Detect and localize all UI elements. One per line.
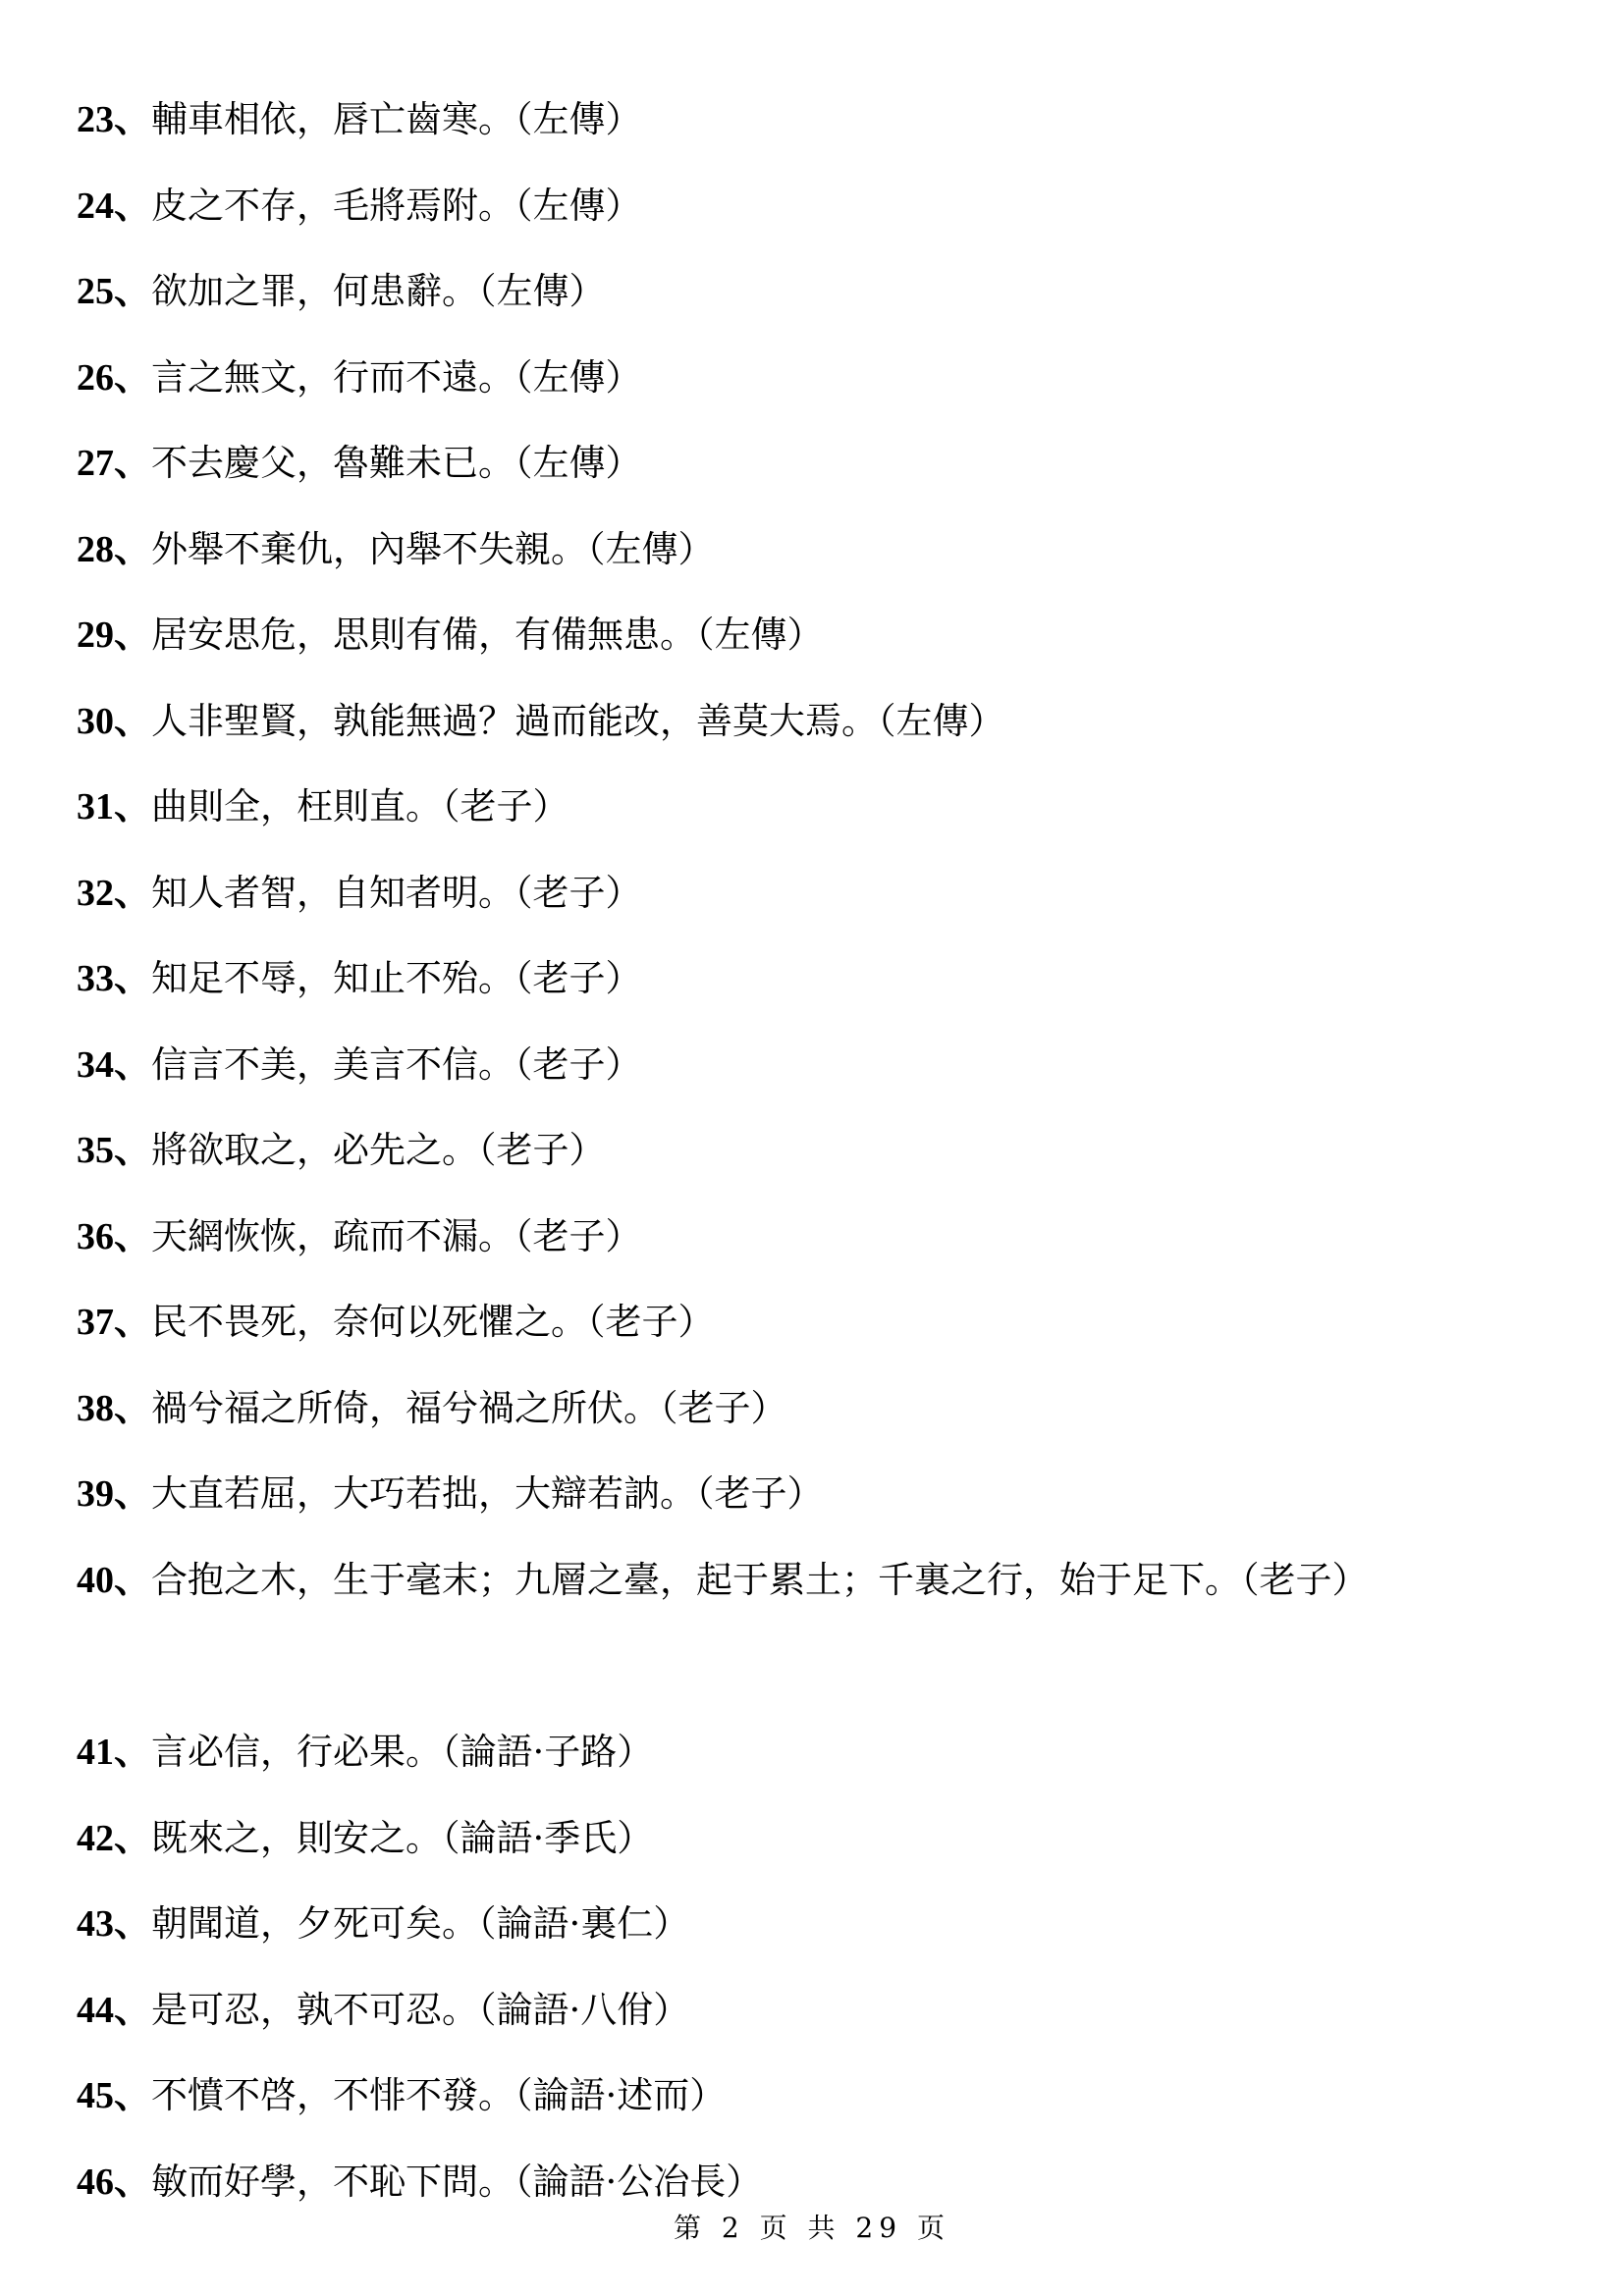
quote-text: 禍兮福之所倚，福兮禍之所伏。（老子） xyxy=(151,1386,787,1429)
quote-text: 外舉不棄仇，內舉不失親。（左傳） xyxy=(151,527,715,570)
quote-text: 既來之，則安之。（論語·季氏） xyxy=(151,1816,654,1859)
quote-number: 27、 xyxy=(77,443,152,484)
quote-text: 大直若屈，大巧若拙，大辯若訥。（老子） xyxy=(151,1472,824,1515)
page-footer: 第 2 页 共 29 页 xyxy=(674,2212,950,2244)
quote-line xyxy=(77,1551,1569,1637)
quote-number: 38、 xyxy=(77,1387,152,1429)
quote-number: 41、 xyxy=(77,1732,152,1773)
quote-group-2 xyxy=(77,1723,1569,2238)
quote-text: 將欲取之，必先之。（老子） xyxy=(151,1129,606,1171)
quote-number: 33、 xyxy=(77,958,152,999)
quote-line xyxy=(77,1121,1569,1207)
quote-text: 皮之不存，毛將焉附。（左傳） xyxy=(151,184,642,227)
quote-line xyxy=(77,1723,1569,1809)
quote-text: 人非聖賢，孰能無過？過而能改，善莫大焉。（左傳） xyxy=(151,699,1005,742)
quote-number: 34、 xyxy=(77,1043,152,1086)
quote-line xyxy=(77,520,1569,607)
quote-line xyxy=(77,177,1569,263)
quote-line xyxy=(77,692,1569,778)
quote-text: 知人者智，自知者明。（老子） xyxy=(151,871,642,914)
quote-line xyxy=(77,1809,1569,1896)
section-gap xyxy=(77,1636,1569,1723)
quote-text: 輔車相依，唇亡齒寒。（左傳） xyxy=(151,98,642,140)
quote-text: 不憤不啓，不悱不發。（論語·述而） xyxy=(151,2074,727,2116)
quote-line xyxy=(77,1465,1569,1551)
quote-number: 45、 xyxy=(77,2075,152,2116)
quote-line xyxy=(77,606,1569,692)
quote-text: 知足不辱，知止不殆。（老子） xyxy=(151,957,642,999)
quote-number: 43、 xyxy=(77,1903,152,1945)
quote-number: 35、 xyxy=(77,1130,152,1171)
quote-line xyxy=(77,1981,1569,2067)
quote-line xyxy=(77,864,1569,950)
quote-text: 信言不美，美言不信。（老子） xyxy=(151,1042,642,1086)
quote-number: 42、 xyxy=(77,1817,152,1859)
quote-number: 31、 xyxy=(77,786,152,828)
quote-line xyxy=(77,949,1569,1036)
quote-text: 民不畏死，奈何以死懼之。（老子） xyxy=(151,1301,715,1343)
quote-line xyxy=(77,1293,1569,1379)
quote-line xyxy=(77,90,1569,177)
quote-line xyxy=(77,348,1569,435)
quote-line xyxy=(77,1895,1569,1981)
quote-line xyxy=(77,1207,1569,1294)
quote-number: 29、 xyxy=(77,614,152,656)
quote-number: 39、 xyxy=(77,1473,152,1515)
quote-line xyxy=(77,1036,1569,1122)
quote-number: 25、 xyxy=(77,271,152,312)
quote-number: 46、 xyxy=(77,2161,152,2203)
quote-number: 30、 xyxy=(77,700,152,742)
quote-number: 37、 xyxy=(77,1302,152,1343)
quote-line xyxy=(77,434,1569,520)
quote-text: 朝聞道，夕死可矣。（論語·裏仁） xyxy=(151,1902,690,1945)
quote-number: 24、 xyxy=(77,185,152,227)
quote-number: 26、 xyxy=(77,356,152,399)
quote-text: 敏而好學，不恥下問。（論語·公冶長） xyxy=(151,2160,763,2203)
quote-list xyxy=(77,90,1569,2238)
quote-text: 合抱之木，生于毫末；九層之臺，起于累土；千裏之行，始于足下。（老子） xyxy=(151,1558,1369,1601)
quote-text: 天網恢恢，疏而不漏。（老子） xyxy=(151,1214,642,1257)
quote-number: 28、 xyxy=(77,528,152,570)
quote-text: 不去慶父，魯難未已。（左傳） xyxy=(151,442,642,484)
quote-number: 32、 xyxy=(77,872,152,914)
quote-number: 44、 xyxy=(77,1989,152,2031)
quote-text: 曲則全，枉則直。（老子） xyxy=(151,785,569,828)
quote-text: 言之無文，行而不遠。（左傳） xyxy=(151,355,642,399)
quote-text: 言必信，行必果。（論語·子路） xyxy=(151,1731,654,1773)
quote-number: 40、 xyxy=(77,1559,152,1601)
quote-group-1 xyxy=(77,90,1569,1636)
quote-number: 23、 xyxy=(77,99,152,140)
quote-line xyxy=(77,777,1569,864)
quote-text: 欲加之罪，何患辭。（左傳） xyxy=(151,270,606,312)
quote-line xyxy=(77,1379,1569,1466)
quote-text: 居安思危，思則有備，有備無患。（左傳） xyxy=(151,614,824,656)
quote-line xyxy=(77,2066,1569,2153)
quote-number: 36、 xyxy=(77,1215,152,1257)
quote-line xyxy=(77,262,1569,348)
quote-text: 是可忍，孰不可忍。（論語·八佾） xyxy=(151,1988,690,2031)
